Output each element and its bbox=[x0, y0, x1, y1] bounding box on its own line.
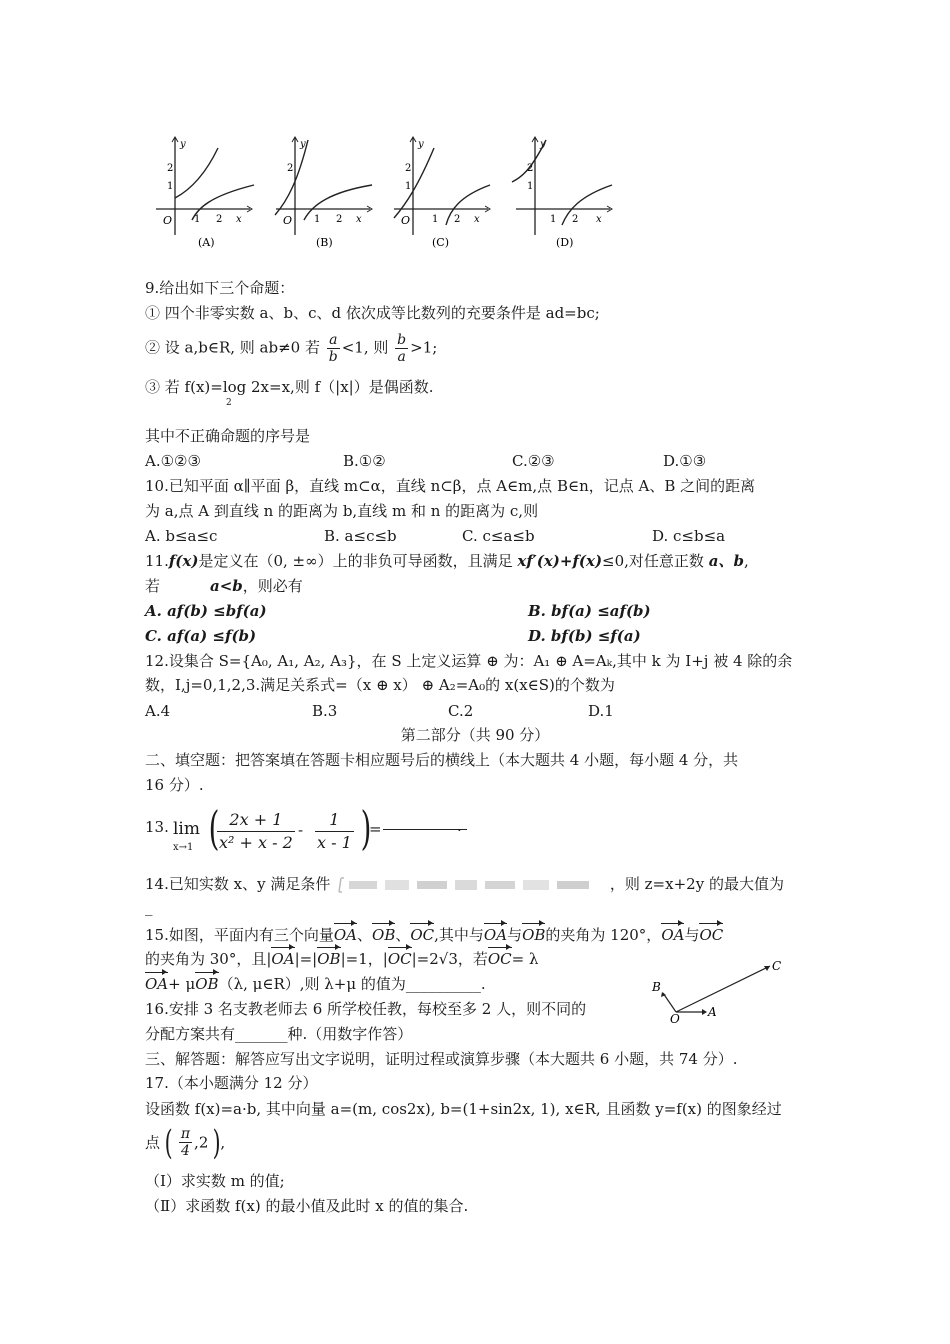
svg-text:x: x bbox=[474, 214, 480, 225]
svg-text:x: x bbox=[356, 214, 362, 225]
q17-heading: 17.（本小题满分 12 分） bbox=[145, 1074, 318, 1092]
q15-line-1: 15.如图，平面内有三个向量OA、OB、OC,其中与OA与OB的夹角为 120°，OA与OC bbox=[145, 926, 724, 944]
q9-option-b: B.①② bbox=[343, 452, 386, 470]
svg-text:1: 1 bbox=[314, 214, 321, 225]
svg-text:2: 2 bbox=[216, 214, 223, 225]
graph-options bbox=[150, 130, 620, 255]
svg-text:x: x bbox=[596, 214, 602, 225]
q9-log-subscript: 2 bbox=[226, 398, 232, 408]
q16-line-1: 16.安排 3 名支教老师去 6 所学校任教，每校至多 2 人，则不同的 bbox=[145, 1000, 587, 1018]
axis-x-label: x bbox=[236, 214, 242, 225]
q10-line-1: 10.已知平面 α∥平面 β，直线 m⊂α，直线 n⊂β，点 A∈m,点 B∈n，记点 A、B 之间的距离 bbox=[145, 477, 756, 495]
q9-proposition-1: ① 四个非零实数 a、b、c、d 依次成等比数列的充要条件是 ad=bc; bbox=[145, 304, 600, 322]
q17-body: 设函数 f(x)=a·b, 其中向量 a=(m, cos2x), b=(1+sin2x, 1), x∈R, 且函数 y=f(x) 的图象经过 bbox=[145, 1100, 782, 1118]
q10-option-a: A. b≤a≤c bbox=[145, 527, 218, 545]
section-2-line-2: 16 分）. bbox=[145, 776, 204, 794]
graph-c bbox=[394, 137, 490, 249]
q11-option-d: D. bf(b) ≤f(a) bbox=[528, 627, 641, 645]
q9-question: 其中不正确命题的序号是 bbox=[145, 427, 311, 445]
q16-line-2: 分配方案共有_______种.（用数字作答） bbox=[145, 1025, 413, 1043]
svg-text:1: 1 bbox=[405, 181, 412, 192]
graph-d bbox=[512, 137, 612, 249]
q9-proposition-2: ② 设 a,b∈R, 则 ab≠0 若 $\frac{a}{b}$ <1, 则 $\frac{b}{a}$ >1; bbox=[145, 332, 438, 365]
svg-text:1: 1 bbox=[432, 214, 439, 225]
section-2-line-1: 二、填空题：把答案填在答题卡相应题号后的横线上（本大题共 4 小题，每小题 4 分，共 bbox=[145, 751, 739, 769]
q11-option-a: A. af(b) ≤bf(a) bbox=[145, 602, 267, 620]
figure-label-c: C bbox=[772, 959, 782, 973]
q10-option-c: C. c≤a≤b bbox=[462, 527, 535, 545]
q12-line-2: 数，I,j=0,1,2,3.满足关系式=（x ⊕ x） ⊕ A₂=A₀的 x(x∈S)的个数为 bbox=[145, 676, 615, 694]
q11-line-2: 若 a<b，则必有 bbox=[145, 577, 303, 595]
fraction-a-over-b: $\frac{a}{b}$ bbox=[328, 332, 338, 365]
svg-text:2: 2 bbox=[454, 214, 461, 225]
q14-blank: _ bbox=[145, 898, 153, 916]
q12-option-b: B.3 bbox=[312, 702, 338, 720]
q15-line-3: OA+ μOB（λ, μ∈R）,则 λ+μ 的值为__________. bbox=[145, 975, 486, 993]
svg-text:y: y bbox=[418, 139, 424, 150]
q14-constraints-image bbox=[335, 876, 605, 894]
figure-label-o: O bbox=[670, 1012, 680, 1025]
svg-text:2: 2 bbox=[572, 214, 579, 225]
option-label-a: (A) bbox=[198, 236, 215, 249]
svg-text:2: 2 bbox=[167, 163, 174, 174]
q13: 13. lim x→1 ( $\frac{2x + 1}{\text{x² + x - 2}}$ - $\frac{1}{x - 1}$ ) = . bbox=[145, 805, 545, 861]
q9-stem: 9.给出如下三个命题： bbox=[145, 279, 295, 297]
svg-text:1: 1 bbox=[167, 181, 174, 192]
axis-y-label: y bbox=[180, 139, 186, 150]
q12-option-c: C.2 bbox=[448, 702, 474, 720]
svg-text:2: 2 bbox=[287, 163, 294, 174]
q9-option-a: A.①②③ bbox=[145, 452, 201, 470]
q13-answer-blank bbox=[383, 829, 467, 830]
q12-option-a: A.4 bbox=[145, 702, 171, 720]
figure-label-a: A bbox=[708, 1005, 717, 1019]
option-label-d: (D) bbox=[556, 236, 574, 249]
svg-text:2: 2 bbox=[527, 163, 534, 174]
q11-option-b: B. bf(a) ≤af(b) bbox=[528, 602, 651, 620]
q11-option-c: C. af(a) ≤f(b) bbox=[145, 627, 257, 645]
q9-option-c: C.②③ bbox=[512, 452, 555, 470]
svg-text:y: y bbox=[300, 139, 306, 150]
q15-line-2: 的夹角为 30°，且|OA|=|OB|=1，|OC|=2√3，若OC= λ bbox=[145, 950, 539, 968]
svg-text:y: y bbox=[540, 139, 546, 150]
option-label-b: (B) bbox=[316, 236, 333, 249]
option-label-c: (C) bbox=[432, 236, 449, 249]
q9-proposition-3: ③ 若 f(x)=log 2x=x,则 f（|x|）是偶函数. bbox=[145, 378, 434, 396]
q12-option-d: D.1 bbox=[588, 702, 614, 720]
figure-label-b: B bbox=[652, 980, 661, 994]
svg-text:O: O bbox=[401, 214, 411, 227]
q10-option-b: B. a≤c≤b bbox=[324, 527, 397, 545]
svg-text:O: O bbox=[283, 214, 293, 227]
q14-line: 14.已知实数 x、y 满足条件 ，则 z=x+2y 的最大值为 bbox=[145, 875, 784, 893]
q10-option-d: D. c≤b≤a bbox=[652, 527, 726, 545]
q10-line-2: 为 a,点 A 到直线 n 的距离为 b,直线 m 和 n 的距离为 c,则 bbox=[145, 502, 539, 520]
vector-figure bbox=[648, 955, 788, 1025]
fraction-b-over-a: $\frac{b}{a}$ bbox=[397, 332, 407, 365]
part-two-heading: 第二部分（共 90 分） bbox=[400, 726, 550, 744]
graph-a bbox=[156, 137, 254, 249]
graph-b bbox=[275, 137, 372, 249]
q11-line-1: 11.f(x)是定义在（0, ±∞）上的非负可导函数，且满足 xf′(x)+f(x)≤0,对任意正数 a、b, bbox=[145, 552, 749, 570]
svg-text:1: 1 bbox=[550, 214, 557, 225]
q17-point: 点 ( $\frac{\pi}{4}$ ,2 ), bbox=[145, 1122, 226, 1163]
q9-option-d: D.①③ bbox=[663, 452, 707, 470]
svg-text:1: 1 bbox=[194, 214, 201, 225]
svg-text:2: 2 bbox=[405, 163, 412, 174]
q12-line-1: 12.设集合 S={A₀, A₁, A₂, A₃}，在 S 上定义运算 ⊕ 为：A₁ ⊕ A=Aₖ,其中 k 为 I+j 被 4 除的余 bbox=[145, 652, 793, 670]
svg-text:1: 1 bbox=[527, 181, 534, 192]
section-3-heading: 三、解答题：解答应写出文字说明，证明过程或演算步骤（本大题共 6 小题，共 74 分）. bbox=[145, 1050, 738, 1068]
origin-label: O bbox=[163, 214, 173, 227]
svg-text:2: 2 bbox=[336, 214, 343, 225]
q17-sub-2: （Ⅱ）求函数 f(x) 的最小值及此时 x 的值的集合. bbox=[145, 1197, 469, 1215]
q17-sub-1: （Ⅰ）求实数 m 的值; bbox=[145, 1172, 285, 1190]
